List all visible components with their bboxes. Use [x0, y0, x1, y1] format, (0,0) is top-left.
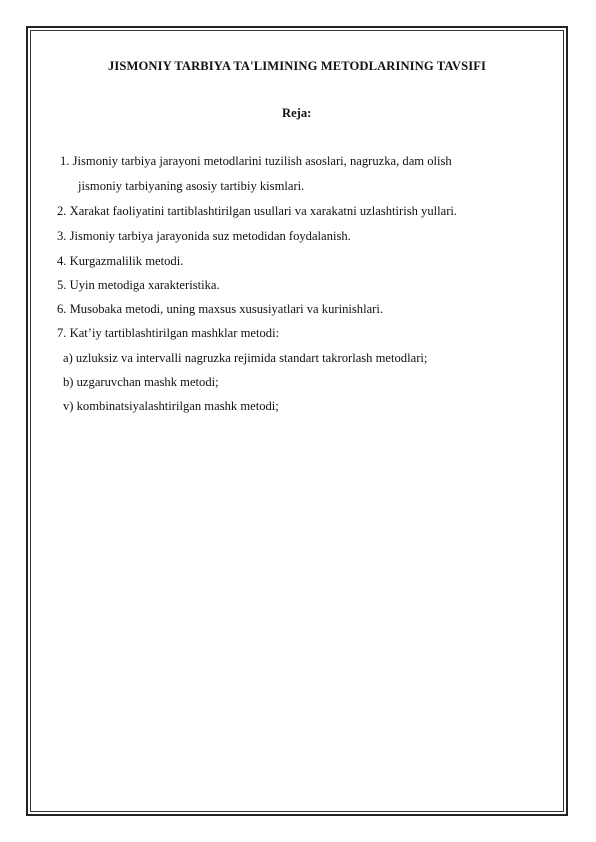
plan-item-4: 4. Kurgazmalilik metodi.	[57, 254, 184, 268]
plan-item-1-continuation: jismoniy tarbiyaning asosiy tartibiy kismlari.	[78, 179, 305, 193]
page-border-inner	[30, 30, 564, 812]
plan-item-5: 5. Uyin metodiga xarakteristika.	[57, 278, 220, 292]
plan-item-7: 7. Kat’iy tartiblashtirilgan mashklar metodi:	[57, 326, 280, 340]
plan-heading: Reja:	[282, 106, 312, 120]
plan-subitem-a: a) uzluksiz va intervalli nagruzka rejimida standart takrorlash metodlari;	[63, 351, 428, 365]
plan-item-3: 3. Jismoniy tarbiya jarayonida suz metodidan foydalanish.	[57, 229, 351, 243]
plan-subitem-v: v) kombinatsiyalashtirilgan mashk metodi;	[63, 399, 279, 413]
document-title: JISMONIY TARBIYA TA'LIMINING METODLARINING TAVSIFI	[108, 59, 486, 73]
plan-subitem-b: b) uzgaruvchan mashk metodi;	[63, 375, 219, 389]
plan-item-6: 6. Musobaka metodi, uning maxsus xususiyatlari va kurinishlari.	[57, 302, 383, 316]
plan-item-2: 2. Xarakat faoliyatini tartiblashtirilgan usullari va xarakatni uzlashtirish yullari.	[57, 204, 458, 218]
plan-item-1: 1. Jismoniy tarbiya jarayoni metodlarini tuzilish asoslari, nagruzka, dam olish	[60, 154, 452, 168]
